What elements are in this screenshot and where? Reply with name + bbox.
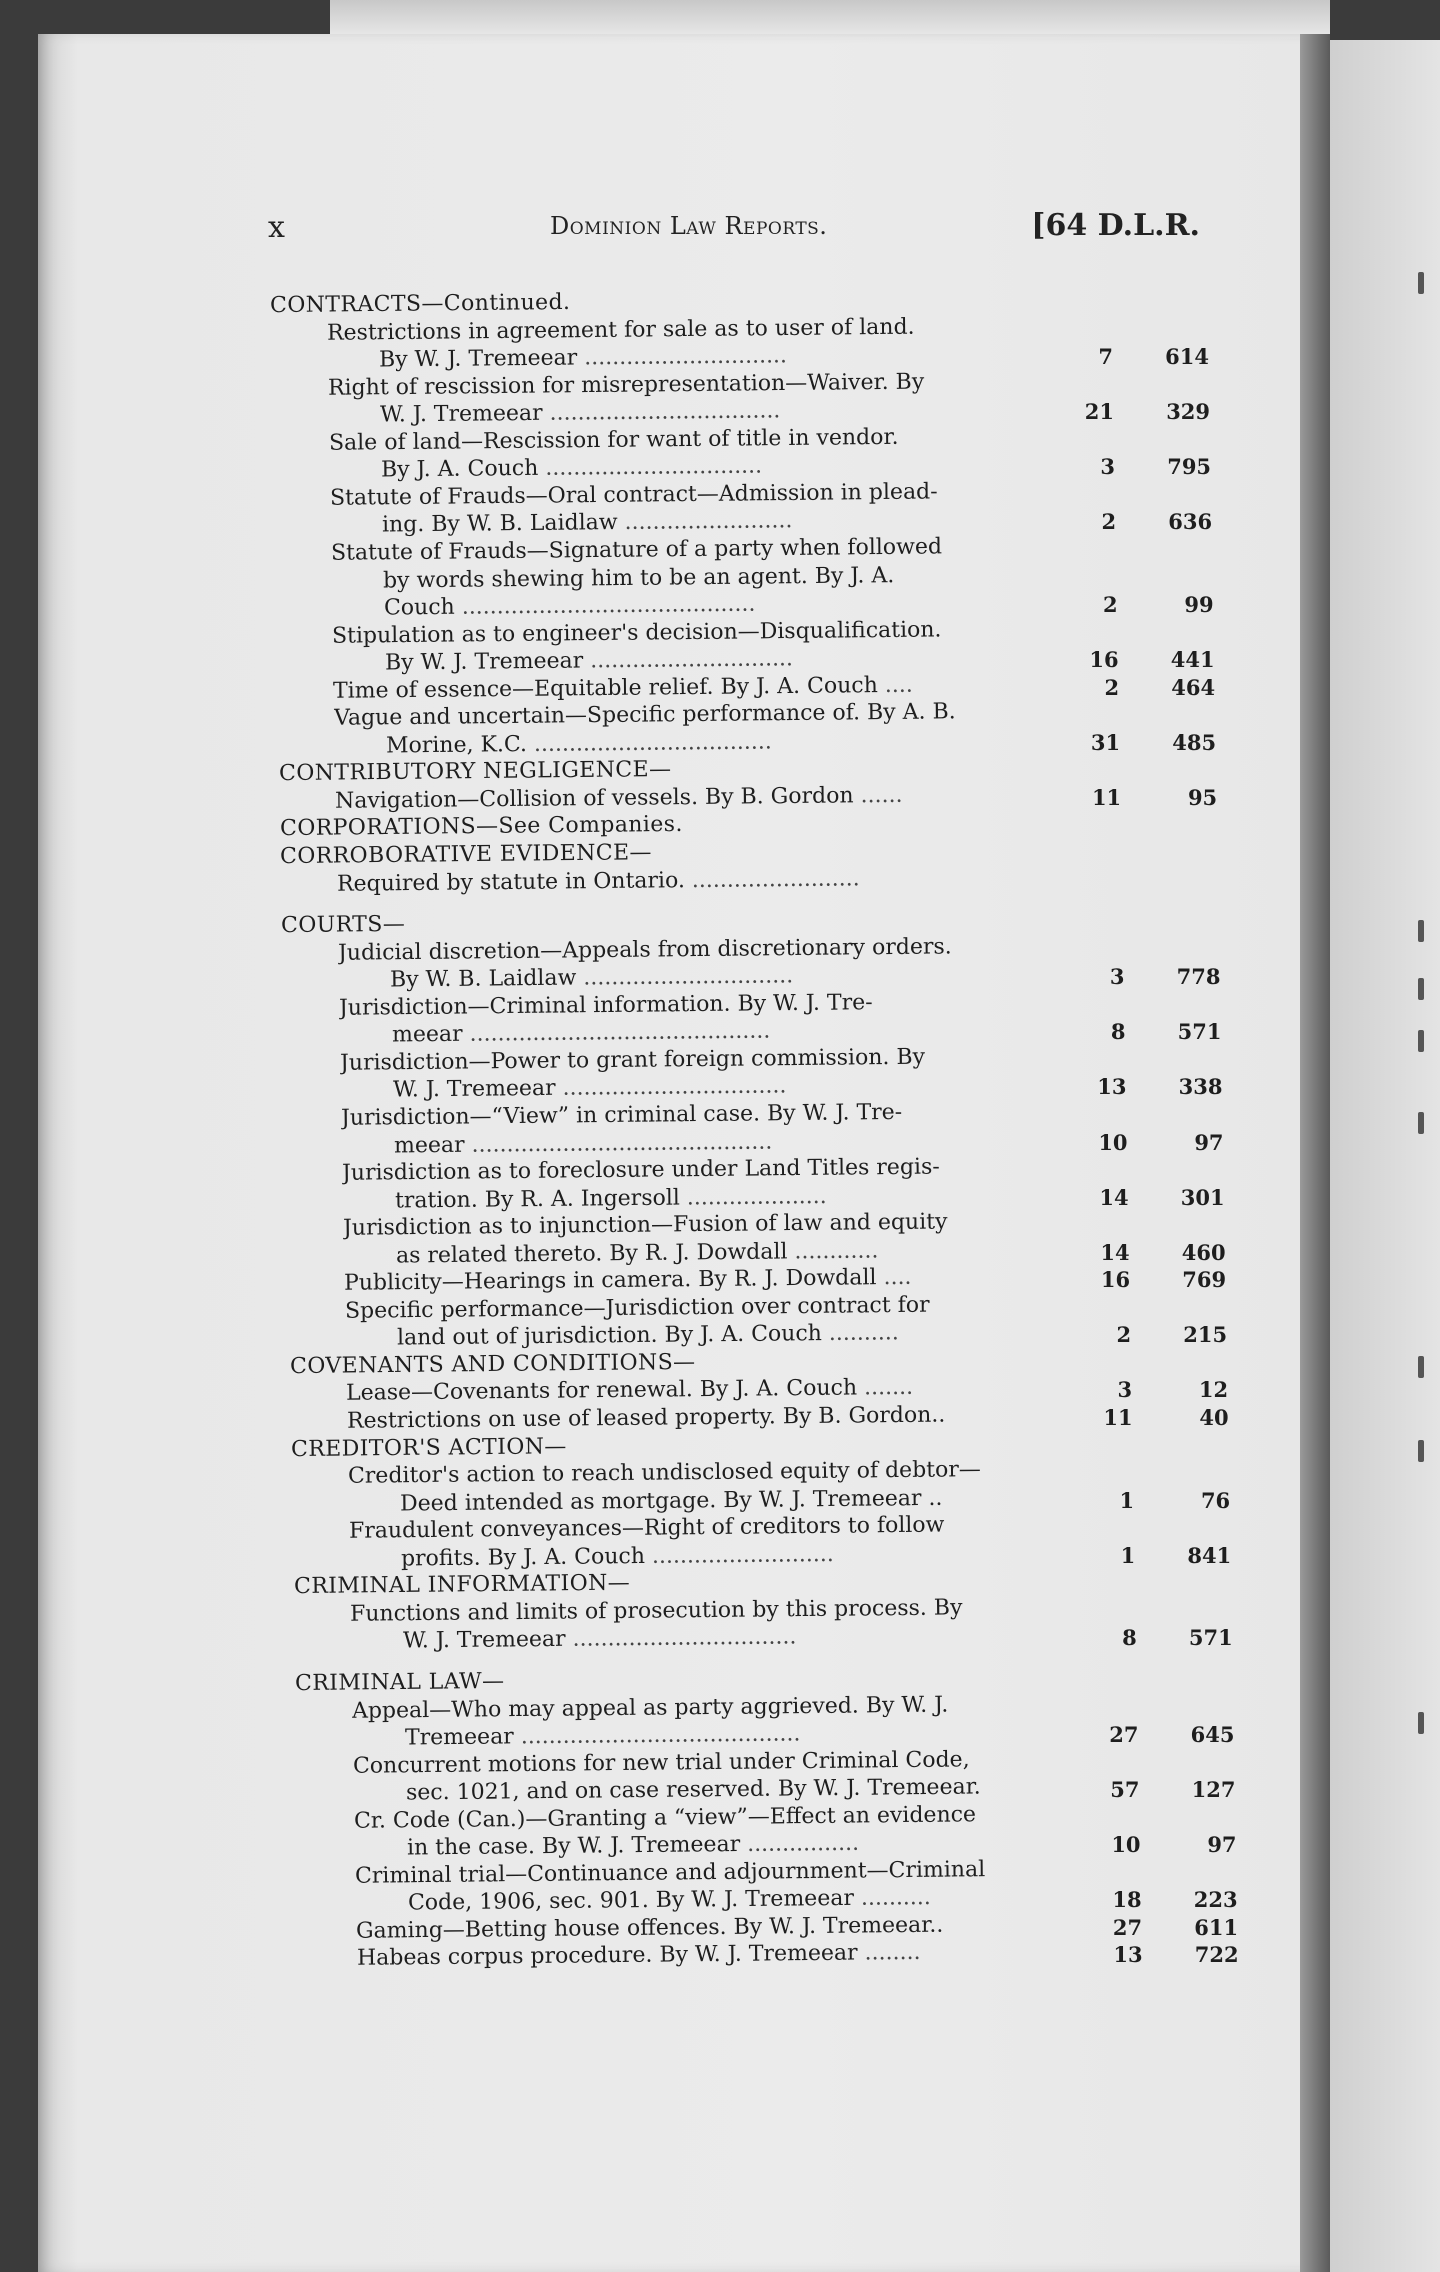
leader-dots: .......................................... [454,591,756,620]
volume-number: 3 [1109,964,1125,990]
entry-text: W. J. Tremeear [392,1076,556,1103]
page-reference: 12 [1198,1377,1229,1403]
volume-number: 18 [1112,1887,1142,1913]
volume-number: 1 [1120,1542,1136,1568]
entry-text: profits. By J. A. Couch [401,1543,646,1572]
page-reference: 441 [1170,647,1215,673]
page-reference: 485 [1172,729,1217,755]
volume-reference: [64 D.L.R. [1031,208,1200,243]
entry-text: Tremeear [404,1724,514,1751]
leader-dots: ................................ [565,1624,797,1653]
entry-text: Judicial discretion—Appeals from discretionary orders. [337,934,952,966]
entry-text: CORPORATIONS—See Companies. [279,812,683,842]
volume-number: 27 [1112,1914,1143,1940]
volume-number: 14 [1099,1184,1129,1210]
volume-number: 3 [1100,454,1116,480]
entry-text: CRIMINAL LAW— [295,1668,506,1697]
page-reference: 95 [1187,784,1218,810]
volume-number: 16 [1100,1267,1131,1293]
volume-number: 13 [1097,1074,1127,1100]
entry-text: Vague and uncertain—Specific performance of. By A. B. [333,699,956,732]
page-reference: 722 [1194,1942,1239,1968]
entry-text: Gaming—Betting house offences. By W. J. Tremeear.. [355,1912,944,1944]
entry-text: W. J. Tremeear [379,401,543,428]
volume-number: 21 [1084,399,1115,425]
entry-text: Lease—Covenants for renewal. By J. A. Couch [346,1375,858,1407]
entry-text: meear [391,1022,463,1048]
page-number: x [268,210,285,245]
volume-number: 11 [1103,1405,1133,1430]
leader-dots: .... [877,672,914,698]
leader-dots: ............................... [538,453,763,482]
page-reference: 769 [1182,1267,1227,1293]
entry-text: Jurisdiction—Criminal information. By W. J. Tre- [338,989,873,1021]
entry-text: Morine, K.C. [386,731,528,759]
entry-text: Concurrent motions for new trial under Criminal Code, [352,1746,970,1779]
entry-text: Jurisdiction—“View” in criminal case. By W. J. Tre- [340,1099,903,1131]
entry-text: Right of rescission for misrepresentation—Waiver. By [327,369,924,401]
index-entry [356,1938,1082,1973]
volume-number: 16 [1089,647,1119,673]
volume-number: 31 [1090,729,1121,755]
page-reference: 614 [1165,344,1210,370]
page-reference: 645 [1190,1722,1235,1748]
journal-title: Dominion Law Reports. [550,212,828,240]
leader-dots: .......... [853,1885,931,1912]
leader-dots: ............................. [582,646,793,674]
page-reference: 460 [1181,1239,1226,1265]
volume-number: 10 [1098,1129,1128,1155]
entry-text: ing. By W. B. Laidlaw [381,510,618,538]
page-reference: 841 [1187,1542,1232,1568]
entry-text: By J. A. Couch [380,456,539,483]
entry-text: as related thereto. By R. J. Dowdall [395,1239,788,1269]
leader-dots: ....... [857,1375,914,1401]
index-entry [403,1621,1077,1655]
volume-number: 1 [1119,1487,1135,1513]
page-reference: 97 [1194,1129,1224,1155]
page-reference: 99 [1184,592,1214,618]
entry-text: Creditor's action to reach undisclosed equity of debtor— [347,1457,981,1489]
entry-text: Restrictions in agreement for sale as to user of land. [326,314,915,346]
volume-number: 57 [1110,1777,1140,1803]
page-reference: 329 [1166,399,1211,425]
entry-text: Jurisdiction as to injunction—Fusion of law and equity [342,1209,948,1241]
entry-text: W. J. Tremeear [402,1627,566,1654]
page-reference: 795 [1167,454,1212,480]
entry-text: in the case. By W. J. Tremeear [406,1832,740,1861]
entry-text: Restrictions on use of leased property. By B. Gordon.. [346,1402,946,1434]
entry-text: Criminal trial—Continuance and adjournment—Criminal [354,1856,986,1889]
page-reference: 338 [1178,1074,1223,1100]
volume-number: 8 [1110,1019,1126,1045]
entry-text: CRIMINAL INFORMATION— [293,1570,630,1600]
volume-number: 14 [1100,1239,1130,1265]
volume-number: 3 [1117,1377,1133,1403]
volume-number: 2 [1101,509,1117,535]
volume-number: 7 [1098,344,1114,370]
entry-text: by words shewing him to be an agent. By J. A. [382,562,895,594]
entry-text: sec. 1021, and on case reserved. By W. J. Tremeear. [405,1774,981,1806]
volume-number: 11 [1091,784,1122,810]
entry-text: Functions and limits of prosecution by this process. By [350,1595,963,1627]
entry-text: CONTRACTS—Continued. [269,289,571,319]
page-reference: 464 [1171,674,1216,700]
entry-text: Sale of land—Rescission for want of title in vendor. [328,424,899,456]
entry-text: Cr. Code (Can.)—Granting a “view”—Effect an evidence [353,1801,977,1834]
entry-text: Statute of Frauds—Oral contract—Admission in plead- [329,479,938,511]
page-reference: 778 [1176,964,1221,990]
page-reference: 223 [1193,1887,1238,1913]
leader-dots: ........................ [684,865,860,893]
volume-number: 2 [1104,674,1120,700]
leader-dots: .... [876,1265,912,1291]
entry-text: CREDITOR'S ACTION— [291,1433,568,1462]
entry-text: Publicity—Hearings in camera. By R. J. Dowdall [343,1265,877,1297]
entry-text: land out of jurisdiction. By J. A. Couch [396,1321,823,1351]
leader-dots: .............................. [576,963,794,991]
leader-dots: .......... [821,1320,900,1347]
entry-text: Fraudulent conveyances—Right of creditors to follow [348,1512,945,1544]
entry-text: Appeal—Who may appeal as party aggrieved. By W. J. [351,1692,949,1724]
page-reference: 636 [1168,509,1213,535]
leader-dots: ........ [857,1940,921,1966]
entry-text: COURTS— [281,911,406,939]
page-reference: 571 [1188,1625,1233,1651]
entry-text: CORROBORATIVE EVIDENCE— [280,840,653,870]
volume-number: 10 [1111,1832,1141,1858]
page-reference: 611 [1194,1914,1239,1940]
leader-dots: .......................... [644,1541,835,1569]
entry-text: By W. B. Laidlaw [390,965,577,993]
leader-dots: ...... [853,782,903,809]
entry-text: Specific performance—Jurisdiction over contract for [344,1292,930,1324]
leader-dots: ............................. [577,343,788,371]
leader-dots: .................... [679,1183,827,1211]
entry-text: Stipulation as to engineer's decision—Disqualification. [331,617,942,649]
entry-text: Navigation—Collision of vessels. By B. Gordon [335,783,854,814]
entry-text: By W. J. Tremeear [378,345,578,373]
leader-dots: ........................................ [513,1721,801,1750]
entry-text: meear [393,1132,465,1159]
volume-number: 13 [1113,1942,1143,1968]
leader-dots: .................................. [527,729,773,757]
leader-dots: ........................................... [461,1018,770,1048]
entry-text: Code, 1906, sec. 901. By W. J. Tremeear [407,1886,854,1916]
leader-dots: ................ [739,1831,859,1858]
entry-text: tration. By R. A. Ingersoll [394,1185,680,1214]
entry-text: CONTRIBUTORY NEGLIGENCE— [278,757,672,787]
leader-dots: ................................ [554,1073,787,1102]
leader-dots: ........................................... [463,1129,772,1158]
entry-text: Required by statute in Ontario. [336,867,685,897]
leader-dots: ........................ [617,508,793,536]
page-reference: 571 [1177,1019,1222,1045]
entry-text: COVENANTS AND CONDITIONS— [289,1349,696,1379]
volume-number: 27 [1109,1722,1139,1748]
volume-number: 2 [1116,1322,1132,1348]
entry-text: Statute of Frauds—Signature of a party when followed [330,534,942,566]
entry-text: Jurisdiction—Power to grant foreign commission. By [339,1044,926,1076]
page-reference: 215 [1183,1322,1228,1348]
entry-text: Time of essence—Equitable relief. By J. A. Couch [333,672,879,704]
page-reference: 40 [1199,1405,1229,1430]
leader-dots: ................................. [542,398,781,427]
volume-number: 2 [1102,592,1118,618]
entry-text: Habeas corpus procedure. By W. J. Tremeear [356,1940,858,1972]
page-reference: 97 [1207,1832,1237,1858]
entry-text: Deed intended as mortgage. By W. J. Tremeear .. [400,1485,943,1517]
page-reference: 301 [1180,1184,1225,1210]
leader-dots: ............ [786,1238,879,1265]
entry-text: Couch [383,594,455,621]
page-reference: 76 [1200,1487,1231,1513]
entry-text: By W. J. Tremeear [384,648,583,676]
entry-text: Jurisdiction as to foreclosure under Land Titles regis- [341,1154,940,1186]
page-reference: 127 [1191,1777,1236,1803]
volume-number: 8 [1122,1625,1137,1651]
